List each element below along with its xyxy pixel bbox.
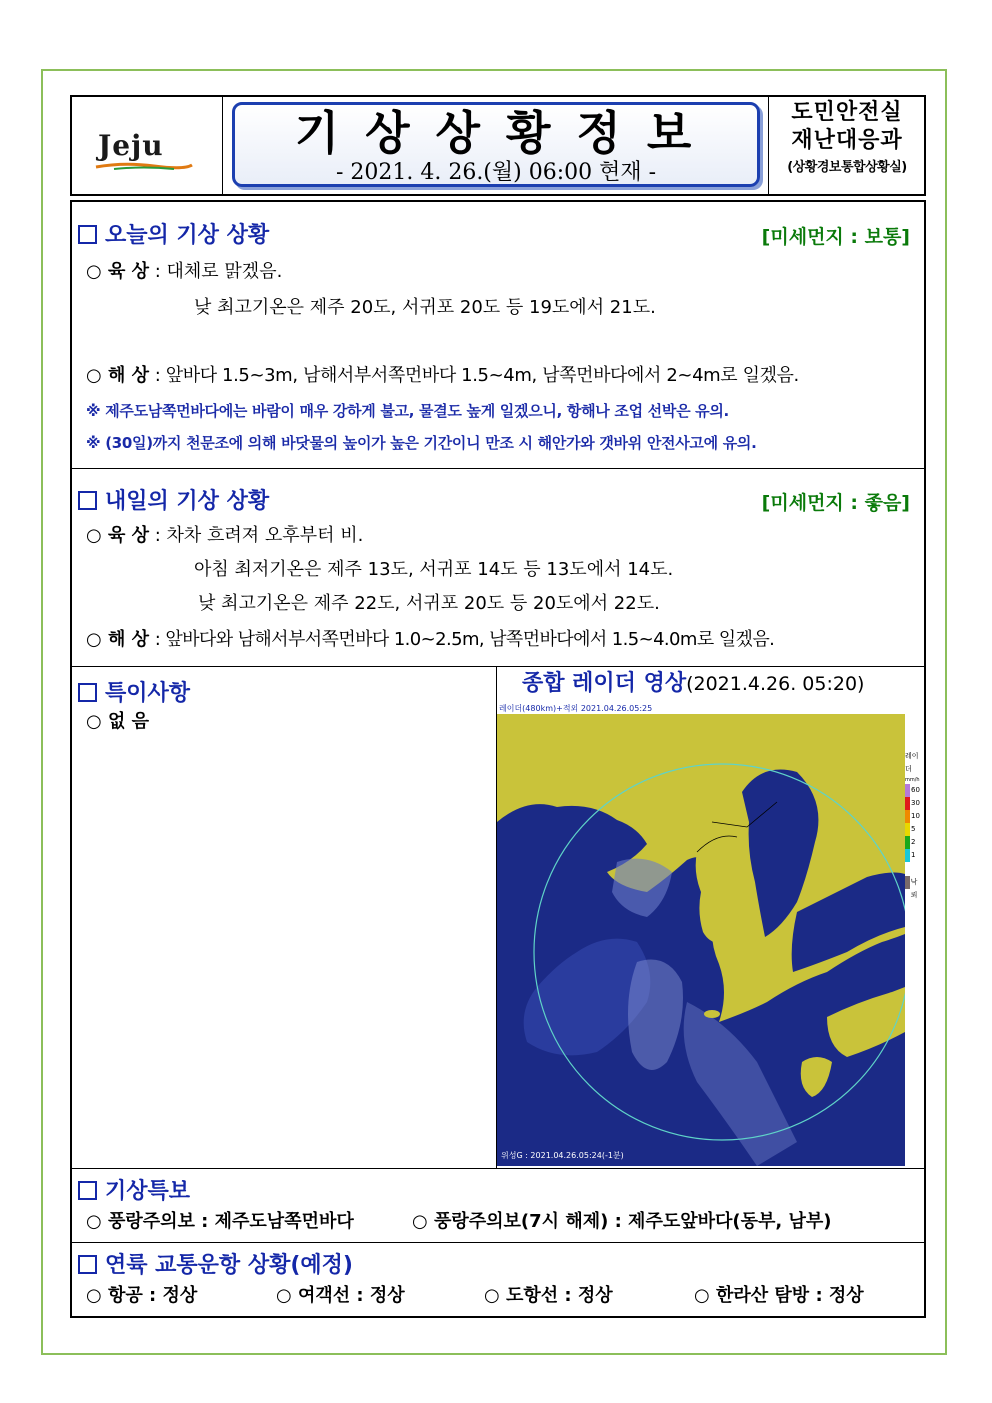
tomorrow-land-line2: 아침 최저기온은 제주 13도, 서귀포 14도 등 13도에서 14도. [194, 559, 674, 580]
special-heading-text: 특이사항 [105, 681, 191, 706]
page-title: 기상상황정보 [294, 106, 718, 160]
dept-line3: (상황경보통합상황실) [787, 160, 907, 175]
traffic-heading [78, 1248, 353, 1279]
legend-row [905, 810, 923, 823]
tomorrow-land-line1: : 차차 흐려져 오후부터 비. [154, 525, 364, 546]
checkbox-icon [78, 683, 97, 702]
today-sea-label: ○ 해 상 [86, 365, 150, 386]
tomorrow-heading-text: 내일의 기상 상황 [105, 489, 270, 514]
legend-value: 10 [911, 812, 920, 820]
today-dust: [미세먼지 : 보통] [761, 226, 910, 248]
today-land-label: ○ 육 상 [86, 261, 150, 282]
checkbox-icon [78, 491, 97, 510]
header [70, 95, 926, 196]
jeju-logo: Jeju [98, 129, 164, 162]
today-heading [78, 218, 269, 249]
tomorrow-sea-line: : 앞바다와 남해서부서쪽먼바다 1.0~2.5m, 남쪽먼바다에서 1.5~4.0m로 일겠음. [154, 629, 775, 650]
tomorrow-sea [86, 628, 774, 652]
radar-img-footer: 위성G : 2021.04.26.05:24(-1분) [501, 1151, 624, 1160]
warning-item1: ○ 풍랑주의보 : 제주도남쪽먼바다 [86, 1211, 354, 1232]
traffic-ferry: ○ 여객선 : 정상 [276, 1285, 405, 1306]
radar-title-text: 종합 레이더 영상 [522, 671, 687, 696]
radar-time: (2021.4.26. 05:20) [686, 673, 865, 695]
legend-row [905, 849, 923, 862]
today-sea [86, 364, 799, 388]
tomorrow-heading [78, 484, 269, 515]
special-heading [78, 676, 190, 707]
today-note2: ※ (30일)까지 천문조에 의해 바닷물의 높이가 높은 기간이니 만조 시 해안가와 갯바위 안전사고에 유의. [86, 434, 757, 452]
traffic-heading-text: 연륙 교통운항 상황(예정) [105, 1253, 353, 1278]
legend-title: 레이더 [905, 752, 919, 773]
today-land-line1: : 대체로 맑겠음. [154, 261, 283, 282]
legend-value: 30 [911, 799, 920, 807]
today-note1: ※ 제주도남쪽먼바다에는 바람이 매우 강하게 불고, 물결도 높게 일겠으니, 항해나 조업 선박은 유의. [86, 402, 729, 420]
department [768, 97, 925, 194]
warning-heading-text: 기상특보 [105, 1179, 191, 1204]
tomorrow-dust: [미세먼지 : 좋음] [761, 492, 910, 514]
legend-value: 60 [911, 786, 920, 794]
radar-image [497, 702, 905, 1166]
divider [72, 468, 924, 469]
traffic-island: ○ 도항선 : 정상 [484, 1285, 613, 1306]
today-land [86, 260, 282, 284]
checkbox-icon [78, 225, 97, 244]
legend-row [905, 797, 923, 810]
checkbox-icon [78, 1181, 97, 1200]
warning-heading [78, 1174, 190, 1205]
legend-row [905, 876, 923, 902]
legend-unit: mm/h [905, 777, 920, 783]
legend-row [905, 836, 923, 849]
today-land-line2: 낮 최고기온은 제주 20도, 서귀포 20도 등 19도에서 21도. [194, 297, 656, 318]
radar-img-header: 레이더(480km)+적외 2021.04.26.05:25 [499, 704, 653, 713]
legend-value: 2 [911, 838, 916, 846]
special-item: ○ 없 음 [86, 711, 150, 732]
tomorrow-sea-label: ○ 해 상 [86, 629, 150, 650]
dept-line2: 재난대응과 [791, 128, 903, 153]
radar-legend [905, 750, 923, 902]
logo-swoosh-icon [94, 161, 194, 171]
divider [72, 1168, 924, 1169]
tomorrow-land [86, 524, 363, 548]
logo-cell [72, 97, 223, 194]
content-box [70, 200, 926, 1318]
warning-item2: ○ 풍랑주의보(7시 해제) : 제주도앞바다(동부, 남부) [412, 1211, 832, 1232]
legend-row [905, 823, 923, 836]
title-box [232, 102, 760, 187]
legend-value: 1 [911, 851, 916, 859]
report-date: - 2021. 4. 26.(월) 06:00 현재 - [335, 160, 657, 185]
legend-row [905, 784, 923, 797]
radar-title [522, 666, 864, 697]
traffic-hallasan: ○ 한라산 탐방 : 정상 [694, 1285, 864, 1306]
tomorrow-land-line3: 낮 최고기온은 제주 22도, 서귀포 20도 등 20도에서 22도. [198, 593, 660, 614]
legend-lightning: 낙뢰 [910, 878, 918, 899]
checkbox-icon [78, 1255, 97, 1274]
traffic-air: ○ 항공 : 정상 [86, 1285, 198, 1306]
dept-line1: 도민안전실 [791, 100, 903, 125]
tomorrow-land-label: ○ 육 상 [86, 525, 150, 546]
today-heading-text: 오늘의 기상 상황 [105, 223, 270, 248]
today-sea-line: : 앞바다 1.5~3m, 남해서부서쪽먼바다 1.5~4m, 남쪽먼바다에서 2~4m로 일겠음. [154, 365, 799, 386]
legend-value: 5 [911, 825, 916, 833]
divider [72, 1242, 924, 1243]
